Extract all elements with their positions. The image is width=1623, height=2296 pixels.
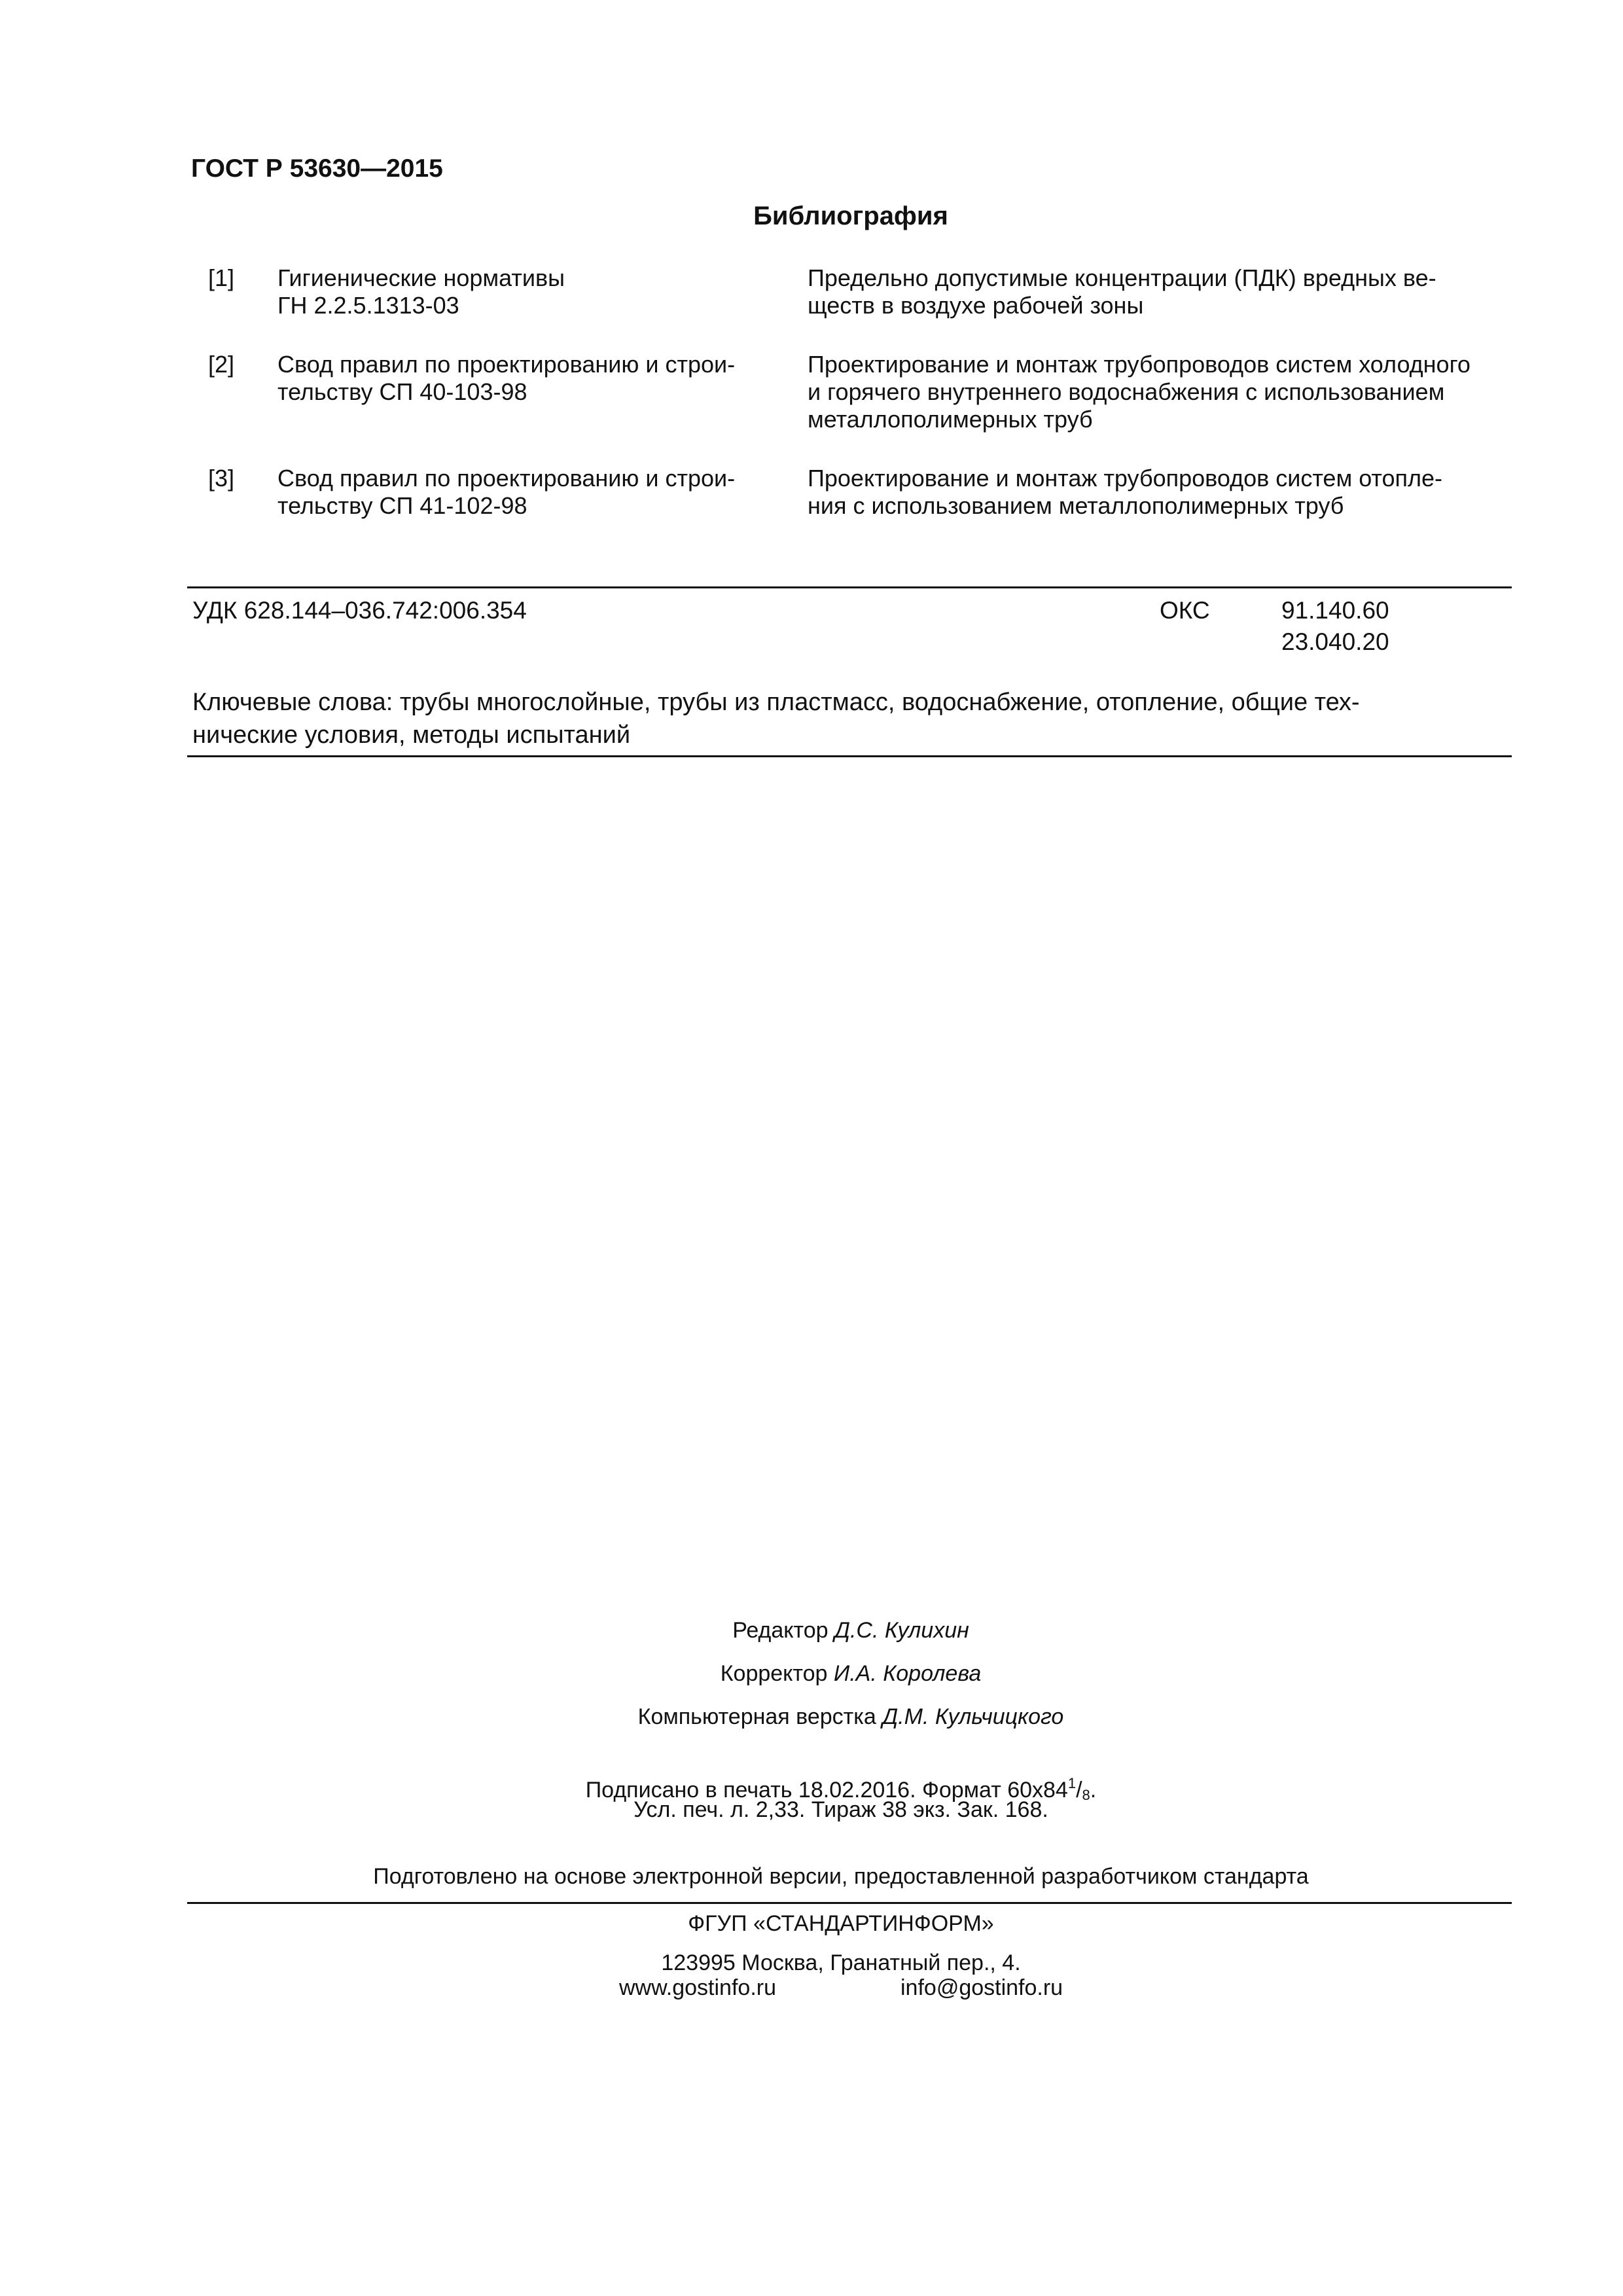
entry-number: [3] [208,465,235,492]
format-numerator: 1 [1067,1775,1077,1791]
publisher-divider [187,1902,1512,1904]
layout-role: Компьютерная верстка [637,1704,883,1729]
entry-description: Проектирование и монтаж трубопроводов систем холодного и горячего внутреннего водоснабжения с использованием металлополимерных труб [808,351,1471,433]
editor-role: Редактор [732,1618,834,1643]
udk-code: УДК 628.144–036.742:006.354 [192,597,527,624]
layout-line [0,1704,1623,1730]
entry-source: Гигиенические нормативы ГН 2.2.5.1313-03 [277,264,565,319]
publisher-address: 123995 Москва, Гранатный пер., 4. [661,1950,1021,1975]
editor-name: Д.С. Кулихин [834,1618,969,1643]
prepared-note: Подготовлено на основе электронной версии, предоставленной разработчиком стандарта [373,1864,1309,1889]
corrector-role: Корректор [720,1661,834,1686]
entry-number: [2] [208,351,235,378]
top-divider [187,586,1512,588]
entry-description: Проектирование и монтаж трубопроводов систем отопле- ния с использованием металлополимерных труб [808,465,1443,519]
entry-source: Свод правил по проектированию и строи- тельству СП 41-102-98 [277,465,736,519]
entry-description: Предельно допустимые концентрации (ПДК) вредных ве- ществ в воздухе рабочей зоны [808,264,1436,319]
document-code: ГОСТ Р 53630—2015 [191,154,443,183]
signed-prefix: Подписано в печать 18.02.2016. Формат 60x84 [585,1778,1068,1803]
keywords-text: трубы многослойные, трубы из пластмасс, водоснабжение, отопление, общие тех- нические условия, методы испытаний [192,689,1360,749]
keywords-paragraph [192,686,1509,751]
keywords-label: Ключевые слова: [192,689,393,716]
email-link[interactable]: info@gostinfo.ru [901,1975,1063,2000]
corrector-name: И.А. Королева [833,1661,982,1686]
oks-code: 91.140.60 [1281,597,1389,624]
signed-suffix: . [1090,1778,1097,1803]
oks-label: ОКС [1160,597,1210,624]
entry-number: [1] [208,264,235,291]
publisher: ФГУП «СТАНДАРТИНФОРМ» [688,1911,994,1936]
editor-line [0,1618,1623,1643]
website-link[interactable]: www.gostinfo.ru [619,1975,776,2000]
bibliography-title: Библиография [753,202,948,230]
format-denominator: 8 [1082,1787,1090,1803]
format-slash: / [1076,1778,1082,1803]
keywords-divider [187,755,1512,757]
print-run-line: Усл. печ. л. 2,33. Тираж 38 экз. Зак. 168. [633,1797,1048,1822]
layout-name: Д.М. Кульчицкого [882,1704,1064,1729]
oks-code: 23.040.20 [1281,628,1389,655]
corrector-line [0,1661,1623,1687]
entry-source: Свод правил по проектированию и строи- тельству СП 40-103-98 [277,351,736,405]
